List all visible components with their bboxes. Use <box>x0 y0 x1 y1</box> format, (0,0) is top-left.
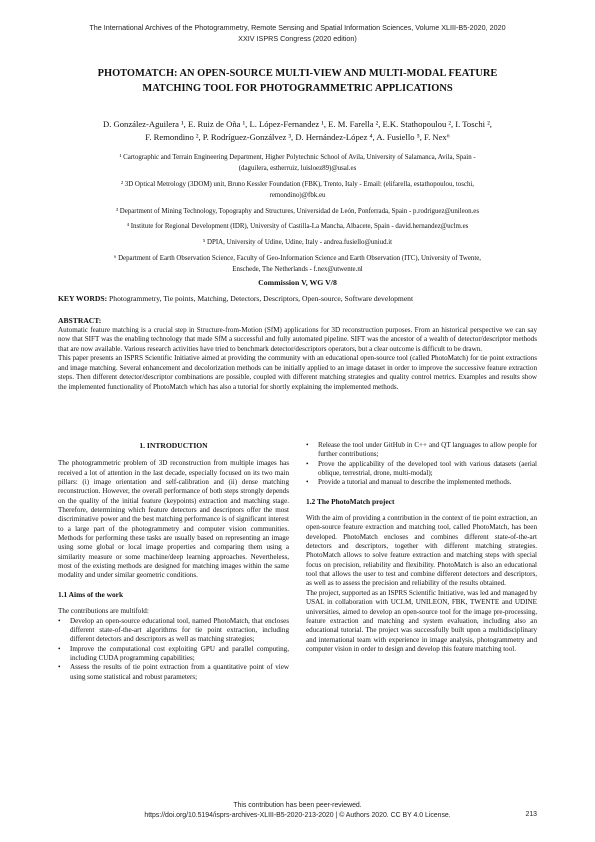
aims-list-item: • Assess the results of tie point extraction from a quantitative point of view using some statistical and robust parameters; <box>58 663 289 682</box>
peer-review-note: This contribution has been peer-reviewed. <box>233 802 362 809</box>
aims-list-item: • Provide a tutorial and manual to describe the implemented methods. <box>306 478 537 487</box>
affiliation-1-line-1: ¹ Cartographic and Terrain Engineering Department, Higher Polytechnic School of Avila, University of Salamanca, Avila, Spain - <box>119 154 476 161</box>
author-list <box>40 118 555 143</box>
affiliation-3-line-1: ³ Department of Mining Technology, Topography and Structures, Universidad de León, Ponferrada, Spain - p.rodriguez@unileon.es <box>115 207 480 215</box>
keywords <box>58 294 537 304</box>
affiliation-5-line-1: ⁵ DPIA, University of Udine, Udine, Italy - andrea.fusiello@uniud.it <box>202 239 393 247</box>
abstract-paragraph-1: Automatic feature matching is a crucial step in Structure-from-Motion (SfM) applications for 3D reconstruction purposes. From an historical perspective we can say now that SIFT was the enabling technology that made SfM a successful and fully automated pipeline. SIFT was the ancestor of a wealth of detector/descriptor methods that are now available. Various research activities have tried to benchmark detector/descriptors operators, but a clear outcome is difficult to be drawn. <box>58 325 537 353</box>
affiliation-6 <box>55 253 540 275</box>
keywords-label: KEY WORDS: <box>58 294 108 303</box>
running-header-line-2: XXIV ISPRS Congress (2020 edition) <box>238 33 357 43</box>
subsection-heading-photomatch-project: 1.2 The PhotoMatch project <box>306 496 395 506</box>
paper-title-line-2: MATCHING TOOL FOR PHOTOGRAMMETRIC APPLICATIONS <box>142 82 453 94</box>
aims-list <box>58 617 289 682</box>
abstract-paragraph-2: This paper presents an ISPRS Scientific Initiative aimed at providing the community with an educational open-source tool (called PhotoMatch) for tie point extractions and image matching. Several enhancement and decolorization methods can be initially applied to an image dataset in order to improve the successive feature extraction steps. Then different detector/descriptor combinations are possible, coupled with different matching strategies and quality control metrics. Examples and results show the implemented functionality of PhotoMatch which has also a tutorial for shortly explaining the implemented methods. <box>58 354 537 391</box>
affiliation-3 <box>55 206 540 217</box>
project-paragraph-2: The project, supported as an ISPRS Scientific Initiative, was led and managed by USAL in collaboration with UCLM, UNILEON, FBK, TWENTE and UDINE universities, aimed to develop an open-source tool for the image pre-processing, feature extraction and matching and system evaluation, including also an educational tutorial. The project was successfully built upon a multidisciplinary and international team with experience in image analysis, photogrammetry and computer vision in order to design and develop this feature matching tool. <box>306 588 537 653</box>
running-header <box>40 23 555 44</box>
aims-intro: The contributions are multifold: <box>58 607 149 616</box>
affiliation-4 <box>55 221 540 232</box>
running-header-line-1: The International Archives of the Photogrammetry, Remote Sensing and Spatial Information Sciences, Volume XLIII-B5-2020, 2020 <box>89 23 506 32</box>
project-paragraph-1: With the aim of providing a contribution in the context of tie point extraction, an open-source feature extraction and matching tool, called PhotoMatch, has been developed. PhotoMatch encloses and combines different state-of-the-art detectors and descriptors, together with different matching strategies. PhotoMatch allows to solve feature extraction and matching steps with special focus on precision, reliability and flexibility. PhotoMatch is also an educational tool that allows the user to test and combine different detectors and descriptors, as well as to assess the precision and reliability of the results obtained. <box>306 514 537 588</box>
author-list-line-2: F. Remondino ², P. Rodríguez-Gonzálvez ³, D. Hernández-López ⁴, A. Fusiello ⁵, F. Nex⁶ <box>145 131 450 142</box>
affiliation-4-line-1: ⁴ Institute for Regional Development (IDR), University of Castilla-La Mancha, Albacete, Spain - david.hernandez@uclm.es <box>126 223 469 231</box>
introduction-paragraph: The photogrammetric problem of 3D reconstruction from multiple images has received a lot of attention in the last decade, especially focused on its two main pillars: (i) image orientation and self-calibration and (ii) dense matching reconstruction. However, the overall performance of both steps strongly depends on the quality of the initial feature (keypoints) extraction and matching stage. Therefore, determining which feature detectors and descriptors offer the most discriminative power and the best matching performance is of significant interest to a large part of the photogrammetry and computer vision communities. Methods for performing these tasks are usually based on representing an image using some global or local image properties and comparing them using a similarity measure or some machine/deep learning approaches. Nevertheless, most of the existing methods are designed for matching images within the same modality and under similar geometric conditions. <box>58 459 289 580</box>
keywords-text: Photogrammetry, Tie points, Matching, Detectors, Descriptors, Open-source, Software development <box>107 294 414 303</box>
affiliation-5 <box>55 237 540 248</box>
author-list-line-1: D. González-Aguilera ¹, E. Ruiz de Oña ¹, L. López-Fernandez ¹, E. M. Farella ², E.K. Stathopoulou ², I. Toschi ², <box>103 119 492 129</box>
paper-title <box>40 67 555 96</box>
aims-list-item: • Prove the applicability of the developed tool with various datasets (aerial oblique, terrestrial, drone, multi-modal); <box>306 460 537 479</box>
page-footer <box>40 801 555 821</box>
section-heading-introduction: 1. INTRODUCTION <box>139 441 208 450</box>
subsection-heading-aims: 1.1 Aims of the work <box>58 589 124 599</box>
affiliation-1-line-2: (daguilera, estherruiz, luisloez89)@usal.es <box>238 165 357 172</box>
abstract <box>58 316 537 392</box>
affiliations <box>55 152 540 280</box>
commission-label: Commission V, WG V/8 <box>258 278 337 287</box>
left-column <box>58 441 289 682</box>
aims-list-item: • Improve the computational cost exploiting GPU and parallel computing, including CUDA programming capabilities; <box>58 645 289 664</box>
doi-license-line: https://doi.org/10.5194/isprs-archives-XLIII-B5-2020-213-2020 | © Authors 2020. CC BY 4.0 License. <box>144 812 451 819</box>
page-number: 213 <box>525 811 537 818</box>
right-column <box>306 441 537 654</box>
affiliation-1 <box>55 152 540 174</box>
affiliation-6-line-2: Enschede, The Netherlands - f.nex@utwente.nl <box>232 265 363 273</box>
affiliation-2-line-1: ² 3D Optical Metrology (3DOM) unit, Bruno Kessler Foundation (FBK), Trento, Italy - Email: (elifarella, estathopoulou, toschi, <box>120 180 475 188</box>
abstract-heading: ABSTRACT: <box>58 316 102 325</box>
affiliation-2 <box>55 179 540 201</box>
aims-list-item: • Release the tool under GitHub in C++ and QT languages to allow people for further contributions; <box>306 441 537 460</box>
paper-title-line-1: PHOTOMATCH: AN OPEN-SOURCE MULTI-VIEW AND MULTI-MODAL FEATURE <box>97 68 498 79</box>
aims-list-item: • Develop an open-source educational tool, named PhotoMatch, that encloses different state-of-the-art algorithms for tie point extraction, including different detectors and descriptors as well as matching strategies; <box>58 617 289 645</box>
affiliation-2-line-2: remondino)@fbk.eu <box>269 191 326 199</box>
affiliation-6-line-1: ⁶ Department of Earth Observation Science, Faculty of Geo-Information Science and Earth Observation (ITC), University of Twente, <box>113 254 482 262</box>
aims-list-continued <box>306 441 537 488</box>
